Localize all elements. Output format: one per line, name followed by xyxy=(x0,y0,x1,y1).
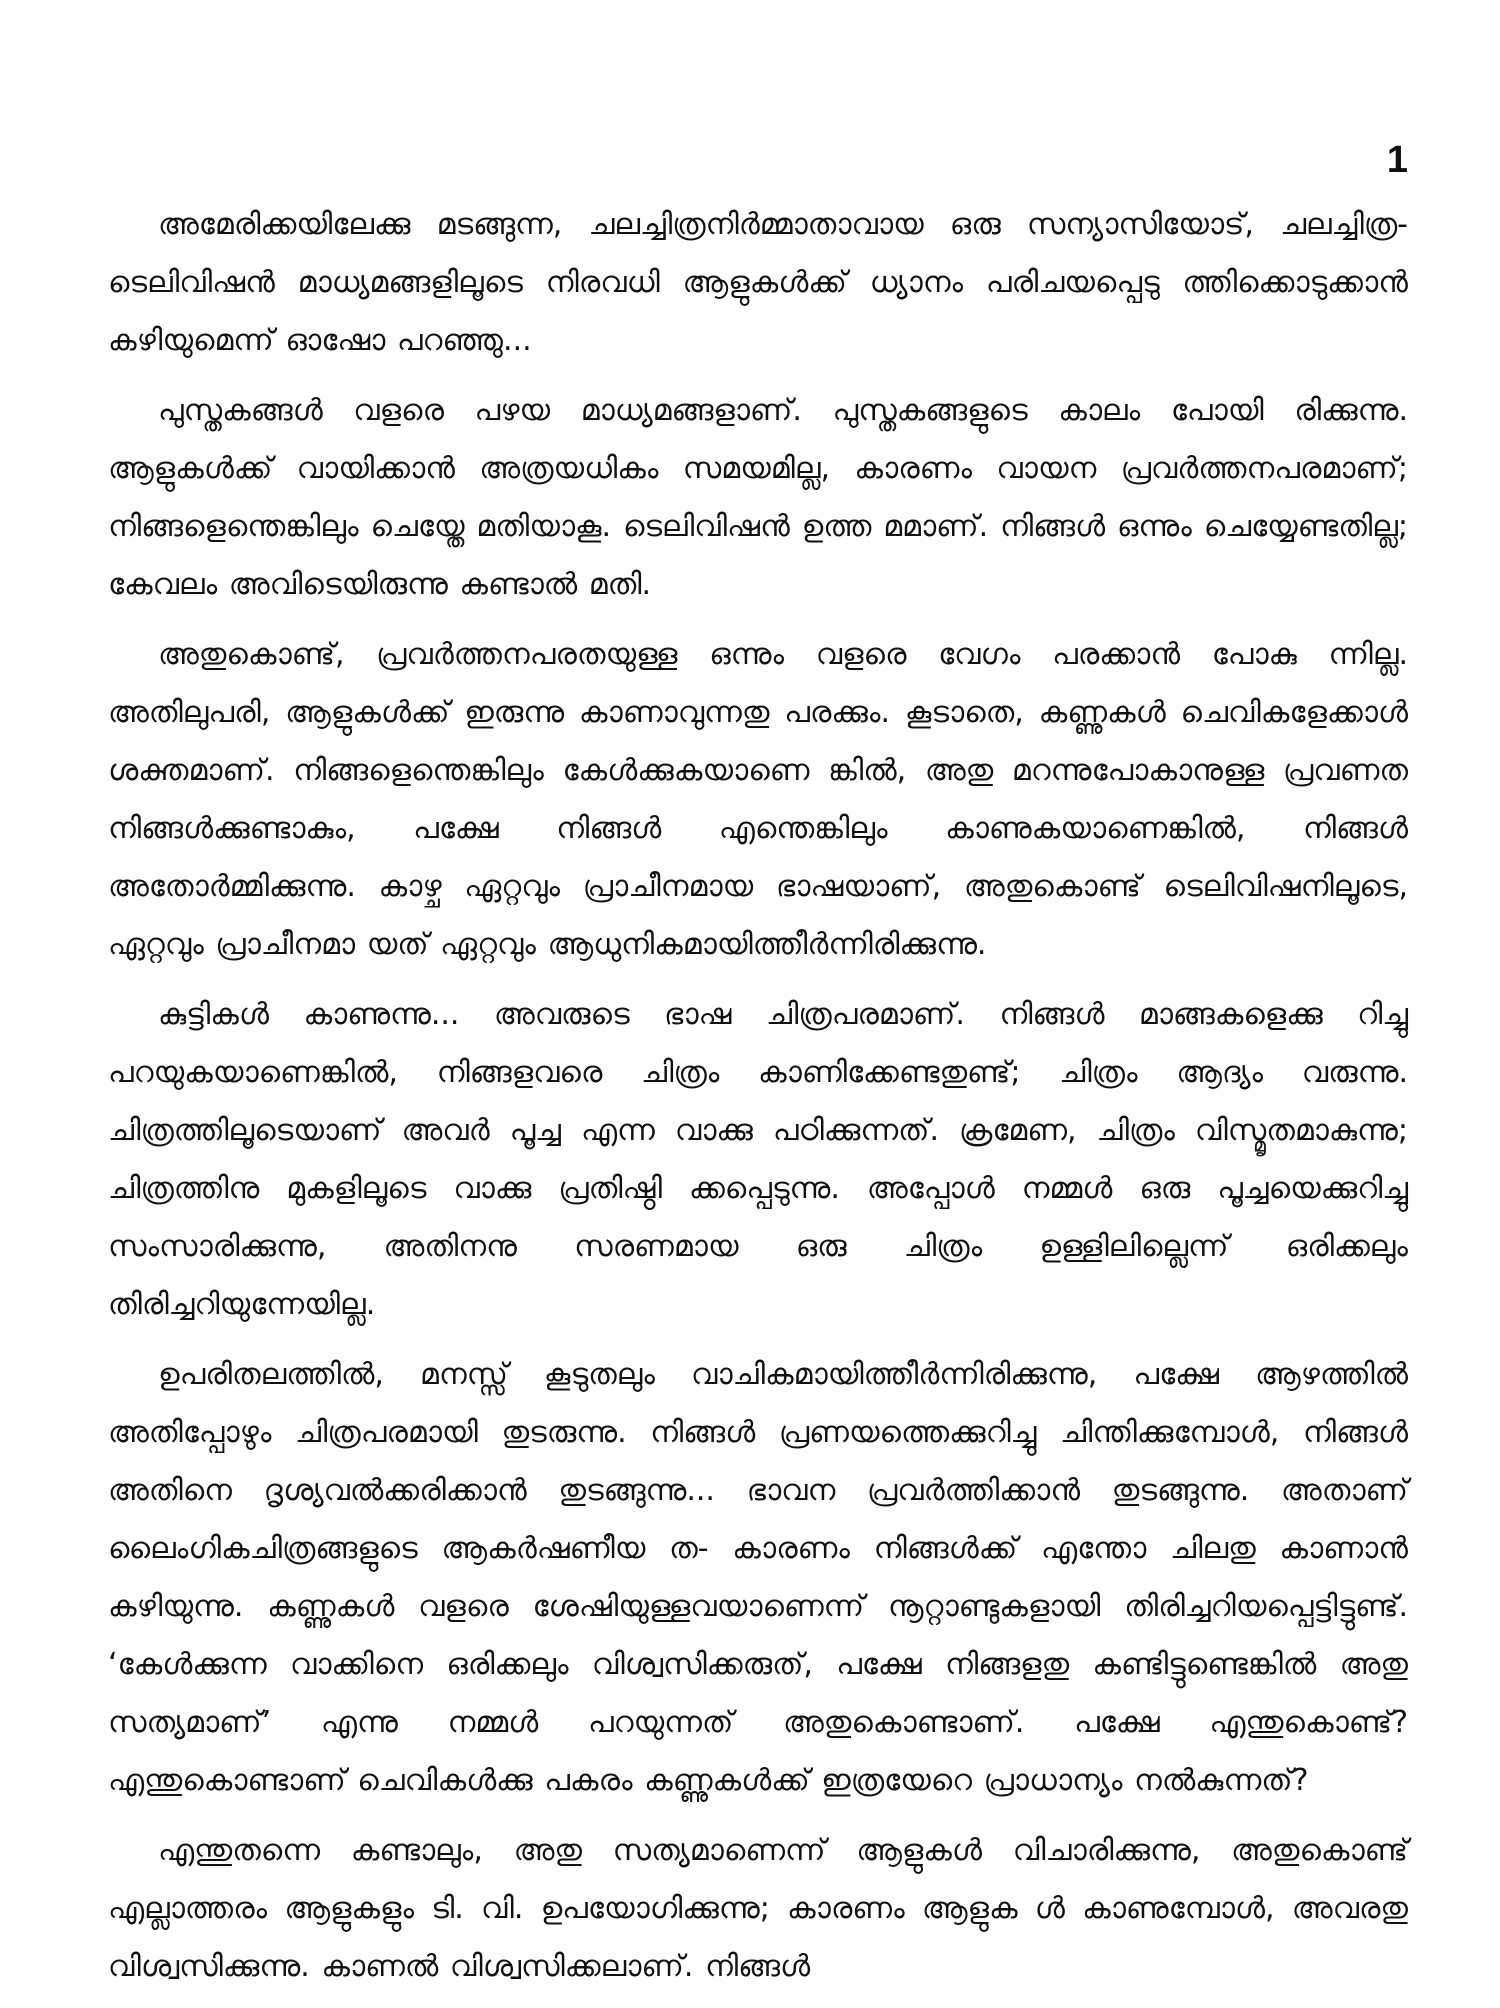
page-number: 1 xyxy=(1386,139,1408,181)
paragraph-3: അതുകൊണ്ട്, പ്രവർത്തനപരതയുള്ള ഒന്നും വളരെ വേഗം പരക്കാൻ പോകു ന്നില്ല. അതിലുപരി, ആളുകൾക്ക് ഇരുന്നു കാണാവുന്നതു പരക്കും. കൂടാതെ, കണ്ണുകൾ ചെവികളേക്കാൾ ശക്തമാണ്. നിങ്ങളെന്തെങ്കിലും കേൾക്കുകയാണെ ങ്കിൽ, അതു മറന്നുപോകാനുള്ള പ്രവണത നിങ്ങൾക്കുണ്ടാകും, പക്ഷേ നിങ്ങൾ എന്തെങ്കിലും കാണുകയാണെങ്കിൽ, നിങ്ങൾ അതോർമ്മിക്കുന്നു. കാഴ്ച ഏറ്റവും പ്രാചീനമായ ഭാഷയാണ്, അതുകൊണ്ട് ടെലിവിഷനിലൂടെ, ഏറ്റവും പ്രാചീനമാ യത് ഏറ്റവും ആധുനികമായിത്തീർന്നിരിക്കുന്നു. xyxy=(108,637,1408,962)
paragraph-5: ഉപരിതലത്തിൽ, മനസ്സ് കൂടുതലും വാചികമായിത്തീർന്നിരിക്കുന്നു, പക്ഷേ ആഴത്തിൽ അതിപ്പോഴും ചിത്രപരമായി തുടരുന്നു. നിങ്ങൾ പ്രണയത്തെക്കുറിച്ചു ചിന്തിക്കുമ്പോൾ, നിങ്ങൾ അതിനെ ദൃശ്യവൽക്കരിക്കാൻ തുടങ്ങുന്നു... ഭാവന പ്രവർത്തിക്കാൻ തുടങ്ങുന്നു. അതാണ് ലൈംഗികചിത്രങ്ങളുടെ ആകർഷണീയ ത- കാരണം നിങ്ങൾക്ക് എന്തോ ചിലതു കാണാൻ കഴിയുന്നു. കണ്ണുകൾ വളരെ ശേഷിയുള്ളവയാണെന്ന് നൂറ്റാണ്ടുകളായി തിരിച്ചറിയപ്പെട്ടിട്ടുണ്ട്. ‘കേൾക്കുന്ന വാക്കിനെ ഒരിക്കലും വിശ്വസിക്കരുത്, പക്ഷേ നിങ്ങളതു കണ്ടിട്ടുണ്ടെങ്കിൽ അതു സത്യമാണ്’ എന്നു നമ്മൾ പറയുന്നത് അതുകൊണ്ടാണ്. പക്ഷേ എന്തുകൊണ്ട്? എന്തുകൊണ്ടാണ് ചെവികൾക്കു പകരം കണ്ണുകൾക്ക് ഇത്രയേറെ പ്രാധാന്യം നൽകുന്നത്? xyxy=(108,1357,1408,1798)
paragraph-2: പുസ്തകങ്ങൾ വളരെ പഴയ മാധ്യമങ്ങളാണ്. പുസ്തകങ്ങളുടെ കാലം പോയി രിക്കുന്നു. ആളുകൾക്ക് വായിക്കാൻ അത്രയധികം സമയമില്ല, കാരണം വായന പ്രവർത്തനപരമാണ്; നിങ്ങളെന്തെങ്കിലും ചെയ്തേ മതിയാകൂ. ടെലിവിഷൻ ഉത്ത മമാണ്. നിങ്ങൾ ഒന്നും ചെയ്യേണ്ടതില്ല; കേവലം അവിടെയിരുന്നു കണ്ടാൽ മതി. xyxy=(108,393,1408,602)
paragraph-6: എന്തുതന്നെ കണ്ടാലും, അതു സത്യമാണെന്ന് ആളുകൾ വിചാരിക്കുന്നു, അതുകൊണ്ട് എല്ലാത്തരം ആളുകളും ടി. വി. ഉപയോഗിക്കുന്നു; കാരണം ആളുക ൾ കാണുമ്പോൾ, അവരതു വിശ്വസിക്കുന്നു. കാണൽ വിശ്വസിക്കലാണ്. നിങ്ങൾ xyxy=(108,1833,1408,1984)
paragraph-1: അമേരിക്കയിലേക്കു മടങ്ങുന്ന, ചലച്ചിത്രനിർമ്മാതാവായ ഒരു സന്യാസിയോട്, ചലച്ചിത്ര-ടെലിവിഷൻ മാധ്യമങ്ങളിലൂടെ നിരവധി ആളുകൾക്ക് ധ്യാനം പരിചയപ്പെടു ത്തിക്കൊടുക്കാൻ കഴിയുമെന്ന് ഓഷോ പറഞ്ഞു... xyxy=(108,207,1408,358)
body-text xyxy=(108,196,1408,2008)
paragraph-4: കുട്ടികൾ കാണുന്നു... അവരുടെ ഭാഷ ചിത്രപരമാണ്. നിങ്ങൾ മാങ്ങകളെക്കു റിച്ചു പറയുകയാണെങ്കിൽ, നിങ്ങളവരെ ചിത്രം കാണിക്കേണ്ടതുണ്ട്; ചിത്രം ആദ്യം വരുന്നു. ചിത്രത്തിലൂടെയാണ് അവർ പൂച്ച എന്ന വാക്കു പഠിക്കുന്നത്. ക്രമേണ, ചിത്രം വിസ്മൃതമാകുന്നു; ചിത്രത്തിനു മുകളിലൂടെ വാക്കു പ്രതിഷ്ഠി ക്കപ്പെടുന്നു. അപ്പോൾ നമ്മൾ ഒരു പൂച്ചയെക്കുറിച്ചു സംസാരിക്കുന്നു, അതിനനു സരണമായ ഒരു ചിത്രം ഉള്ളിലില്ലെന്ന് ഒരിക്കലും തിരിച്ചറിയുന്നേയില്ല. xyxy=(108,997,1408,1322)
